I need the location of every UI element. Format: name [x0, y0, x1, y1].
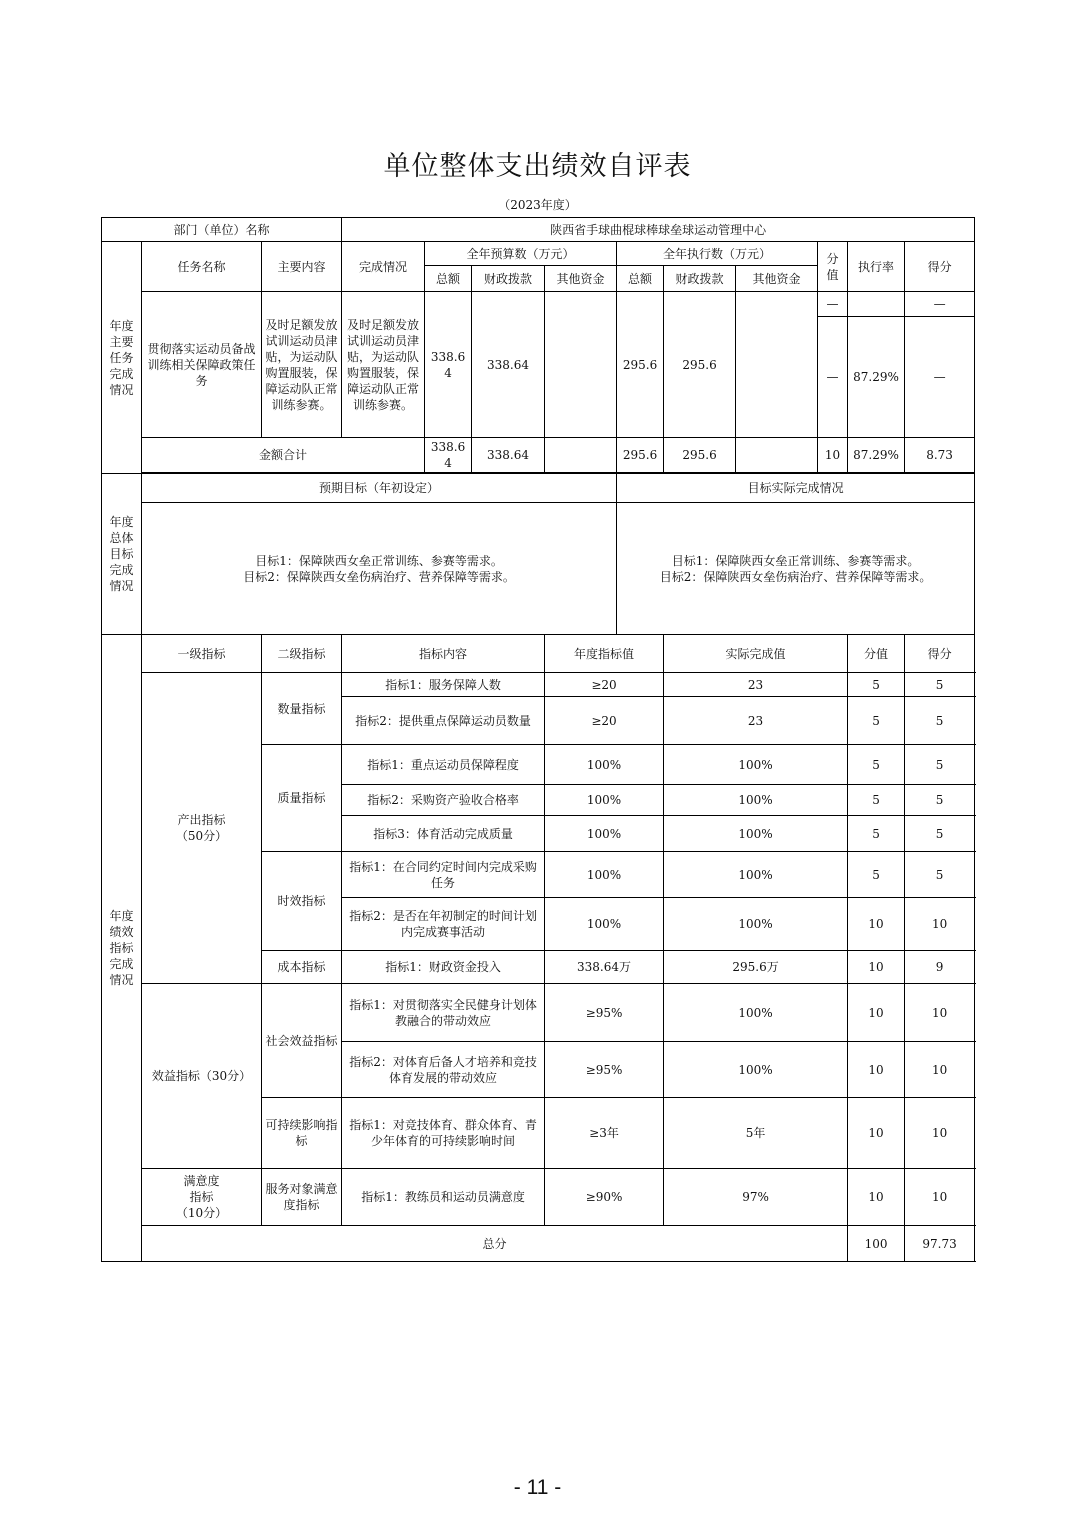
indicator-actual: 100%	[664, 816, 848, 852]
col-completion: 完成情况	[342, 242, 425, 292]
task-exec-total: 295.6	[617, 292, 664, 438]
task-exec-fiscal: 295.6	[664, 292, 736, 438]
level1-satisfaction-line2: 指标	[189, 1190, 214, 1204]
indicator-section-label: 年度绩效指标完成情况	[102, 635, 142, 1262]
indicator-content: 指标1：重点运动员保障程度	[342, 745, 545, 785]
indicator-score: 10	[905, 898, 975, 951]
indicator-row	[102, 673, 975, 697]
amount-total-row	[102, 438, 975, 473]
amount-exec-rate: 87.29%	[848, 438, 905, 473]
level2-quantity: 数量指标	[262, 673, 342, 745]
task-section-label: 年度主要任务完成情况	[102, 242, 142, 474]
grand-total-score-value: 100	[848, 1226, 905, 1262]
actual-goal-1: 目标1：保障陕西女垒正常训练、参赛等需求。	[671, 553, 920, 568]
indicator-score-value: 10	[848, 1169, 905, 1226]
indicator-header-row	[102, 635, 975, 673]
indicator-score-value: 10	[848, 984, 905, 1042]
task-completion: 及时足额发放试训运动员津贴，为运动队购置服装，保障运动队正常训练参赛。	[342, 292, 425, 438]
indicator-target: ≥95%	[545, 1042, 664, 1098]
level1-satisfaction	[142, 1169, 262, 1226]
indicator-target: ≥20	[545, 673, 664, 697]
amount-budget-fiscal: 338.64	[472, 438, 545, 473]
task-score: —	[905, 317, 975, 438]
task-row	[102, 292, 975, 317]
indicator-content: 指标1：对竞技体育、群众体育、青少年体育的可持续影响时间	[342, 1098, 545, 1169]
indicator-actual: 23	[664, 697, 848, 745]
indicator-target: 100%	[545, 816, 664, 852]
actual-goal-header: 目标实际完成情况	[617, 474, 975, 503]
level2-quality: 质量指标	[262, 745, 342, 852]
col-main-content: 主要内容	[262, 242, 342, 292]
task-budget-other	[545, 292, 617, 438]
indicator-actual: 97%	[664, 1169, 848, 1226]
indicator-score: 10	[905, 984, 975, 1042]
indicator-target: 100%	[545, 785, 664, 816]
indicator-content: 指标2：提供重点保障运动员数量	[342, 697, 545, 745]
level2-sustainable: 可持续影响指标	[262, 1098, 342, 1169]
task-budget-fiscal: 338.64	[472, 292, 545, 438]
dept-row	[102, 218, 975, 242]
indicator-score-value: 10	[848, 1098, 905, 1169]
indicator-score-value: 5	[848, 852, 905, 898]
col-indicator-score-value: 分值	[848, 635, 905, 673]
indicator-actual: 100%	[664, 852, 848, 898]
level2-timeliness: 时效指标	[262, 852, 342, 951]
grand-total-score: 97.73	[905, 1226, 975, 1262]
indicator-actual: 100%	[664, 984, 848, 1042]
col-score-value: 分值	[818, 242, 848, 292]
indicator-score: 5	[905, 697, 975, 745]
indicator-score-value: 10	[848, 1042, 905, 1098]
dept-value: 陕西省手球曲棍球棒球垒球运动管理中心	[342, 218, 975, 242]
indicator-score: 5	[905, 673, 975, 697]
indicator-score: 9	[905, 951, 975, 984]
indicator-score-value: 5	[848, 697, 905, 745]
indicator-score-value: 5	[848, 745, 905, 785]
indicator-score-value: 5	[848, 673, 905, 697]
indicator-content: 指标1：在合同约定时间内完成采购任务	[342, 852, 545, 898]
indicator-score: 5	[905, 852, 975, 898]
level1-satisfaction-line1: 满意度	[183, 1174, 220, 1188]
amount-score-value: 10	[818, 438, 848, 473]
col-score: 得分	[905, 242, 975, 292]
col-actual-value: 实际完成值	[664, 635, 848, 673]
expected-goal-1: 目标1：保障陕西女垒正常训练、参赛等需求。	[255, 553, 503, 568]
col-indicator-score: 得分	[905, 635, 975, 673]
page-title: 单位整体支出绩效自评表	[383, 151, 692, 182]
col-budget-total: 总额	[425, 266, 472, 292]
indicator-score-value: 10	[848, 951, 905, 984]
goal-content-row	[102, 503, 975, 635]
dept-label: 部门（单位）名称	[102, 218, 342, 242]
task-content: 及时足额发放试训运动员津贴，为运动队购置服装，保障运动队正常训练参赛。	[262, 292, 342, 438]
indicator-target: 100%	[545, 745, 664, 785]
level1-benefit: 效益指标（30分）	[142, 984, 262, 1169]
level2-cost: 成本指标	[262, 951, 342, 984]
level1-output-points: （50分）	[175, 829, 228, 843]
indicator-target: ≥95%	[545, 984, 664, 1042]
task-dash-score: —	[905, 292, 975, 317]
actual-goal-2: 目标2：保障陕西女垒伤病治疗、营养保障等需求。	[659, 569, 932, 584]
col-exec-group: 全年执行数（万元）	[617, 242, 818, 266]
col-budget-other: 其他资金	[545, 266, 617, 292]
expected-goal-header: 预期目标（年初设定）	[142, 474, 617, 503]
goal-header-row	[102, 474, 975, 503]
grand-total-row	[102, 1226, 975, 1262]
indicator-score-value: 10	[848, 898, 905, 951]
amount-budget-total: 338.64	[425, 438, 472, 473]
col-exec-total: 总额	[617, 266, 664, 292]
indicator-score: 10	[905, 1169, 975, 1226]
col-budget-fiscal: 财政拨款	[472, 266, 545, 292]
level1-output-label: 产出指标	[177, 813, 226, 827]
indicator-row	[102, 984, 975, 1042]
col-level2: 二级指标	[262, 635, 342, 673]
indicator-content: 指标2：采购资产验收合格率	[342, 785, 545, 816]
amount-exec-total: 295.6	[617, 438, 664, 473]
amount-exec-fiscal: 295.6	[664, 438, 736, 473]
expected-goal-2: 目标2：保障陕西女垒伤病治疗、营养保障等需求。	[243, 569, 515, 584]
indicator-content: 指标1：服务保障人数	[342, 673, 545, 697]
actual-goals	[617, 503, 975, 635]
task-dash-score-value: —	[818, 292, 848, 317]
col-target-value: 年度指标值	[545, 635, 664, 673]
indicator-content: 指标2：是否在年初制定的时间计划内完成赛事活动	[342, 898, 545, 951]
amount-total-label: 金额合计	[142, 438, 425, 473]
task-score-value: —	[818, 317, 848, 438]
indicator-target: 100%	[545, 852, 664, 898]
indicator-actual: 23	[664, 673, 848, 697]
amount-score: 8.73	[905, 438, 975, 473]
col-budget-group: 全年预算数（万元）	[425, 242, 617, 266]
indicator-score: 5	[905, 785, 975, 816]
indicator-score: 5	[905, 745, 975, 785]
indicator-target: ≥3年	[545, 1098, 664, 1169]
level2-service: 服务对象满意度指标	[262, 1169, 342, 1226]
grand-total-label: 总分	[142, 1226, 848, 1262]
indicator-target: ≥20	[545, 697, 664, 745]
page-number: - 11 -	[513, 1476, 562, 1499]
indicator-score-value: 5	[848, 785, 905, 816]
task-dash-blank	[848, 292, 905, 317]
year-label: （2023年度）	[498, 198, 577, 212]
indicator-content: 指标1：对贯彻落实全民健身计划体教融合的带动效应	[342, 984, 545, 1042]
indicator-score-value: 5	[848, 816, 905, 852]
task-name: 贯彻落实运动员备战训练相关保障政策任务	[142, 292, 262, 438]
col-indicator-content: 指标内容	[342, 635, 545, 673]
amount-budget-other	[545, 438, 617, 473]
indicator-actual: 295.6万	[664, 951, 848, 984]
col-level1: 一级指标	[142, 635, 262, 673]
indicator-score: 5	[905, 816, 975, 852]
indicator-content: 指标2：对体育后备人才培养和竞技体育发展的带动效应	[342, 1042, 545, 1098]
level1-output	[142, 673, 262, 984]
indicator-score: 10	[905, 1098, 975, 1169]
indicator-target: 100%	[545, 898, 664, 951]
amount-exec-other	[736, 438, 818, 473]
indicator-target: 338.64万	[545, 951, 664, 984]
indicator-content: 指标1：教练员和运动员满意度	[342, 1169, 545, 1226]
col-exec-other: 其他资金	[736, 266, 818, 292]
goal-section-label: 年度总体目标完成情况	[102, 474, 142, 635]
performance-table	[101, 217, 975, 1262]
col-exec-fiscal: 财政拨款	[664, 266, 736, 292]
indicator-actual: 100%	[664, 785, 848, 816]
indicator-content: 指标1：财政资金投入	[342, 951, 545, 984]
task-header-row	[102, 242, 975, 266]
indicator-score: 10	[905, 1042, 975, 1098]
task-budget-total: 338.64	[425, 292, 472, 438]
indicator-actual: 100%	[664, 745, 848, 785]
indicator-actual: 100%	[664, 1042, 848, 1098]
indicator-actual: 100%	[664, 898, 848, 951]
level2-social: 社会效益指标	[262, 984, 342, 1098]
col-task-name: 任务名称	[142, 242, 262, 292]
indicator-row	[102, 1169, 975, 1226]
col-exec-rate: 执行率	[848, 242, 905, 292]
expected-goals	[142, 503, 617, 635]
indicator-content: 指标3：体育活动完成质量	[342, 816, 545, 852]
task-exec-other	[736, 292, 818, 438]
indicator-actual: 5年	[664, 1098, 848, 1169]
indicator-target: ≥90%	[545, 1169, 664, 1226]
level1-satisfaction-line3: （10分）	[175, 1206, 228, 1220]
task-exec-rate: 87.29%	[848, 317, 905, 438]
